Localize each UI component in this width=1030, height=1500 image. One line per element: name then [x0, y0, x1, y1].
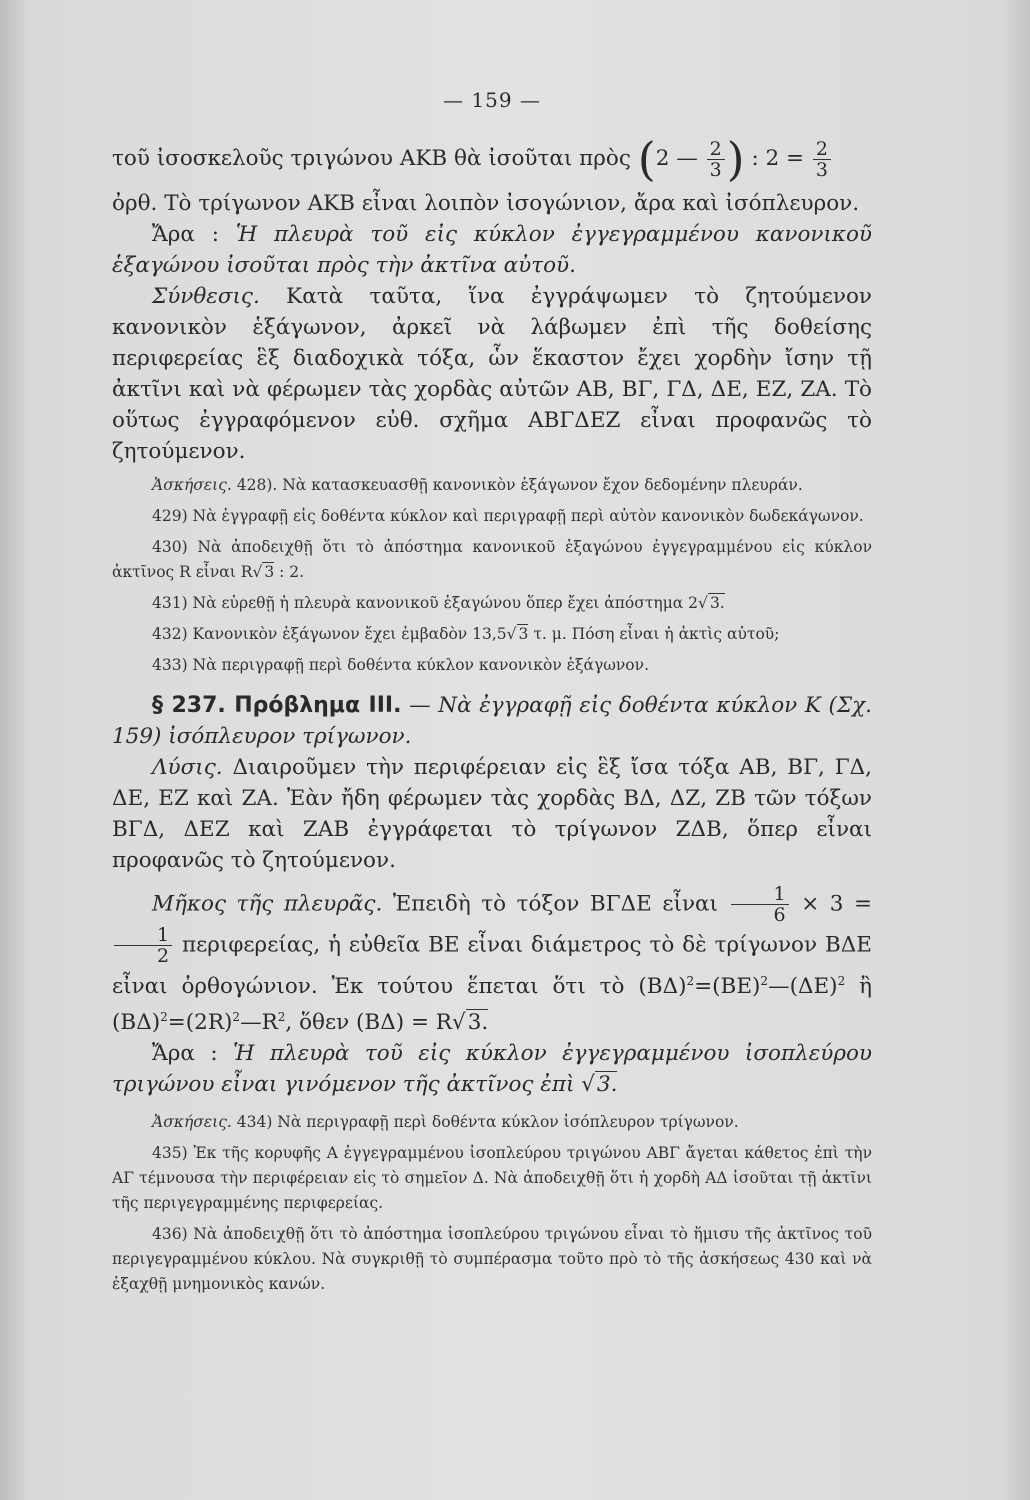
exercise-text: 428). Νὰ κατασκευασθῇ κανονικὸν ἑξάγωνον ἔχον δεδομένην πλευράν.	[236, 476, 803, 494]
exercise-434	[112, 1110, 872, 1135]
exercise-435: 435) Ἐκ τῆς κορυφῆς Α ἐγγεγραμμένου ἰσοπλεύρου τριγώνου ΑΒΓ ἄγεται κάθετος ἐπὶ τὴν ΑΓ τέμνουσα τὴν περιφέρειαν εἰς τὸ σημεῖον Δ. Νὰ ἀποδειχθῇ ὅτι ἡ χορδὴ ΑΔ ἰσοῦται τῇ ἀκτῖνι τῆς περιγεγραμμένης περιφερείας.	[112, 1144, 872, 1213]
exercise-436: 436) Νὰ ἀποδειχθῇ ὅτι τὸ ἀπόστημα ἰσοπλεύρου τριγώνου εἶναι τὸ ἥμισυ τῆς ἀκτῖνος τοῦ περιγεγραμμένου κύκλου. Νὰ συγκριθῇ τὸ συμπέρασμα τοῦτο πρὸ τὸ τῆς ἀσκήσεως 430 καὶ νὰ ἐξαχθῇ μνημονικὸς κανών.	[112, 1225, 872, 1294]
exercise-text: : 2.	[279, 563, 305, 581]
exercise-430: 430) Νὰ ἀποδειχθῇ ὅτι τὸ ἀπόστημα κανονικοῦ ἑξαγώνου ἐγγεγραμμένου εἰς κύκλον ἀκτῖνος R εἶναι R√ 3 : 2.	[112, 538, 872, 581]
problem-text: Νὰ ἐγγραφῇ εἰς δοθέντα κύκλον Κ (Σχ. 159) ἰσόπλευρον τρίγωνον.	[112, 693, 872, 749]
side-length-text: =(2R)	[167, 1010, 233, 1036]
fraction-denominator: 3	[815, 158, 828, 181]
radicand: 3.	[709, 594, 725, 612]
exercises-lead: Ἀσκήσεις.	[152, 1113, 232, 1132]
ratio-division: : 2 =	[751, 146, 805, 171]
side-length-text: =(ΒΕ)	[694, 974, 761, 1000]
side-length-text: Ἐπειδὴ τὸ τόξον ΒΓΔΕ εἶναι	[392, 891, 718, 917]
exponent: 2	[760, 974, 769, 988]
problem-dash: —	[409, 693, 431, 718]
times-three: × 3 =	[801, 891, 873, 917]
theorem-lead: Ἄρα :	[152, 222, 219, 247]
paren-close: )	[726, 132, 745, 186]
side-length-text: —R	[240, 1010, 278, 1036]
side-length-paragraph: Μῆκος τῆς πλευρᾶς. Ἐπειδὴ τὸ τόξον ΒΓΔΕ εἶναι $\frac{1}{6}$ × 3 = $\frac{1}{2}$ περιφερείας, ἡ εὐθεῖα ΒΕ εἶναι διάμετρος τὸ δὲ τρίγωνον ΒΔΕ εἶναι ὀρθογώνιον. Ἐκ τούτου ἕπεται ὅτι τὸ $(B\Delta)^2=(BE)^2—(\Delta E)^2$ ἢ $(B\Delta)^2=(2R)^2—R^2$, ὅθεν (ΒΔ) = R√3.	[112, 883, 873, 1036]
paren-open: (	[637, 132, 656, 186]
exercise-text: 430) Νὰ ἀποδειχθῇ ὅτι τὸ ἀπόστημα κανονικοῦ ἑξαγώνου ἐγγεγραμμένου εἰς κύκλον ἀκτῖνος R εἶναι R	[112, 538, 872, 581]
exercise-text: 434) Νὰ περιγραφῇ περὶ δοθέντα κύκλον ἰσόπλευρον τρίγωνον.	[236, 1113, 739, 1132]
radicand: 3	[518, 625, 529, 643]
exponent: 2	[160, 1010, 168, 1025]
page-number: — 159 —	[443, 88, 541, 112]
side-length-lead: Μῆκος τῆς πλευρᾶς.	[152, 891, 383, 917]
exponent: 2	[837, 974, 846, 988]
problem-heading: § 237. Πρόβλημα ΙΙΙ.	[152, 693, 402, 718]
conclusion-statement: Ἡ πλευρὰ τοῦ εἰς κύκλον ἐγγεγραμμένου ἰσοπλεύρου τριγώνου εἶναι γινόμενον τῆς ἀκτῖνος ἐπὶ	[112, 1041, 873, 1098]
side-length-text: περιφερείας, ἡ εὐθεῖα ΒΕ εἶναι διάμετρος τὸ δὲ τρίγωνον ΒΔΕ εἶναι ὀρθογώνιον. Ἐκ τούτου ἕπεται ὅτι τὸ (ΒΔ)	[112, 932, 872, 1000]
fraction-denominator: 2	[157, 945, 170, 967]
synthesis-text: Κατὰ ταῦτα, ἵνα ἐγγράψωμεν τὸ ζητούμενον κανονικὸν ἑξάγωνον, ἀρκεῖ νὰ λάβωμεν ἐπὶ τῆς δοθείσης περιφερείας ἓξ διαδοχικὰ τόξα, ὧν ἕκαστον ἔχει χορδὴν ἴσην τῇ ἀκτῖνι καὶ νὰ φέρωμεν τὰς χορδὰς αὐτῶν ΑΒ, ΒΓ, ΓΔ, ΔΕ, ΕΖ, ΖΑ. Τὸ οὕτως ἐγγραφόμενον εὐθ. σχῆμα ΑΒΓΔΕΖ εἶναι προφανῶς τὸ ζητούμενον.	[112, 284, 873, 464]
theorem-statement: Ἡ πλευρὰ τοῦ εἰς κύκλον ἐγγεγραμμένου κανονικοῦ ἑξαγώνου ἰσοῦται πρὸς τὴν ἀκτῖνα αὐτοῦ.	[112, 222, 873, 278]
exercises-lead: Ἀσκήσεις.	[152, 476, 232, 494]
fraction-numerator: 1	[114, 925, 172, 946]
ratio-line	[112, 130, 872, 188]
page-content	[112, 88, 872, 1303]
fraction-numerator: 1	[731, 884, 789, 905]
exercise-432: 432) Κανονικὸν ἑξάγωνον ἔχει ἐμβαδὸν 13,5√ 3 τ. μ. Πόση εἶναι ἡ ἀκτὶς αὐτοῦ;	[152, 625, 780, 643]
exponent: 2	[277, 1010, 286, 1025]
exponent: 2	[232, 1010, 241, 1025]
exercise-431: 431) Νὰ εὑρεθῇ ἡ πλευρὰ κανονικοῦ ἑξαγώνου ὅπερ ἔχει ἀπόστημα 2√ 3.	[152, 594, 725, 612]
synthesis-lead: Σύνθεσις.	[152, 284, 260, 309]
side-length-text: , ὅθεν (ΒΔ) = R	[285, 1010, 452, 1036]
conclusion-lead: Ἄρα :	[152, 1041, 218, 1067]
fraction-one-sixth	[731, 884, 789, 925]
exponent: 2	[686, 974, 695, 988]
hexagon-theorem	[112, 219, 872, 281]
equilateral-sentence: ὀρθ. Τὸ τρίγωνον ΑΚΒ εἶναι λοιπὸν ἰσογώνιον, ἄρα καὶ ἰσόπλευρον.	[112, 191, 860, 216]
synthesis-paragraph	[112, 281, 872, 467]
fraction-numerator: 2	[707, 139, 725, 160]
exercise-text: 431) Νὰ εὑρεθῇ ἡ πλευρὰ κανονικοῦ ἑξαγώνου ὅπερ ἔχει ἀπόστημα 2	[152, 594, 699, 612]
exercise-433: 433) Νὰ περιγραφῇ περὶ δοθέντα κύκλον κανονικὸν ἑξάγωνον.	[152, 656, 649, 674]
problem-statement	[112, 690, 872, 752]
exercise-text: τ. μ. Πόση εἶναι ἡ ἀκτὶς αὐτοῦ;	[533, 625, 780, 643]
ratio-text: τοῦ ἰσοσκελοῦς τριγώνου ΑΚΒ θὰ ἰσοῦται πρὸς	[112, 146, 631, 171]
fraction-denominator: 6	[773, 904, 786, 926]
fraction-numerator: 2	[813, 139, 831, 160]
exercise-429: 429) Νὰ ἐγγραφῇ εἰς δοθέντα κύκλον καὶ περιγραφῇ περὶ αὐτὸν κανονικὸν δωδεκάγωνον.	[152, 507, 864, 525]
side-length-text: —(ΔΕ)	[768, 974, 838, 1000]
ratio-two: 2 —	[655, 146, 698, 171]
conclusion-paragraph: Ἄρα : Ἡ πλευρὰ τοῦ εἰς κύκλον ἐγγεγραμμένου ἰσοπλεύρου τριγώνου εἶναι γινόμενον τῆς ἀκτῖνος ἐπὶ √3.	[112, 1041, 873, 1098]
radicand: 3	[264, 563, 275, 581]
fraction-two-thirds	[707, 139, 725, 180]
fraction-result	[813, 139, 831, 180]
exercise-text: 432) Κανονικὸν ἑξάγωνον ἔχει ἐμβαδὸν 13,5	[152, 625, 507, 643]
exercise-428	[112, 473, 872, 498]
solution-paragraph	[112, 752, 872, 876]
side-length-text: ἢ (ΒΔ)	[112, 974, 872, 1036]
radicand: 3.	[467, 1010, 489, 1036]
fraction-one-half	[114, 925, 172, 966]
radicand: 3.	[596, 1072, 618, 1098]
fraction-denominator: 3	[709, 158, 722, 181]
solution-lead: Λύσις.	[152, 755, 223, 780]
solution-text: Διαιροῦμεν τὴν περιφέρειαν εἰς ἓξ ἴσα τόξα ΑΒ, ΒΓ, ΓΔ, ΔΕ, ΕΖ καὶ ΖΑ. Ἐὰν ἤδη φέρωμεν τὰς χορδὰς ΒΔ, ΔΖ, ΖΒ τῶν τόξων ΒΓΔ, ΔΕΖ καὶ ΖΑΒ ἐγγράφεται τὸ τρίγωνον ΖΔΒ, ὅπερ εἶναι προφανῶς τὸ ζητούμενον.	[112, 755, 872, 873]
